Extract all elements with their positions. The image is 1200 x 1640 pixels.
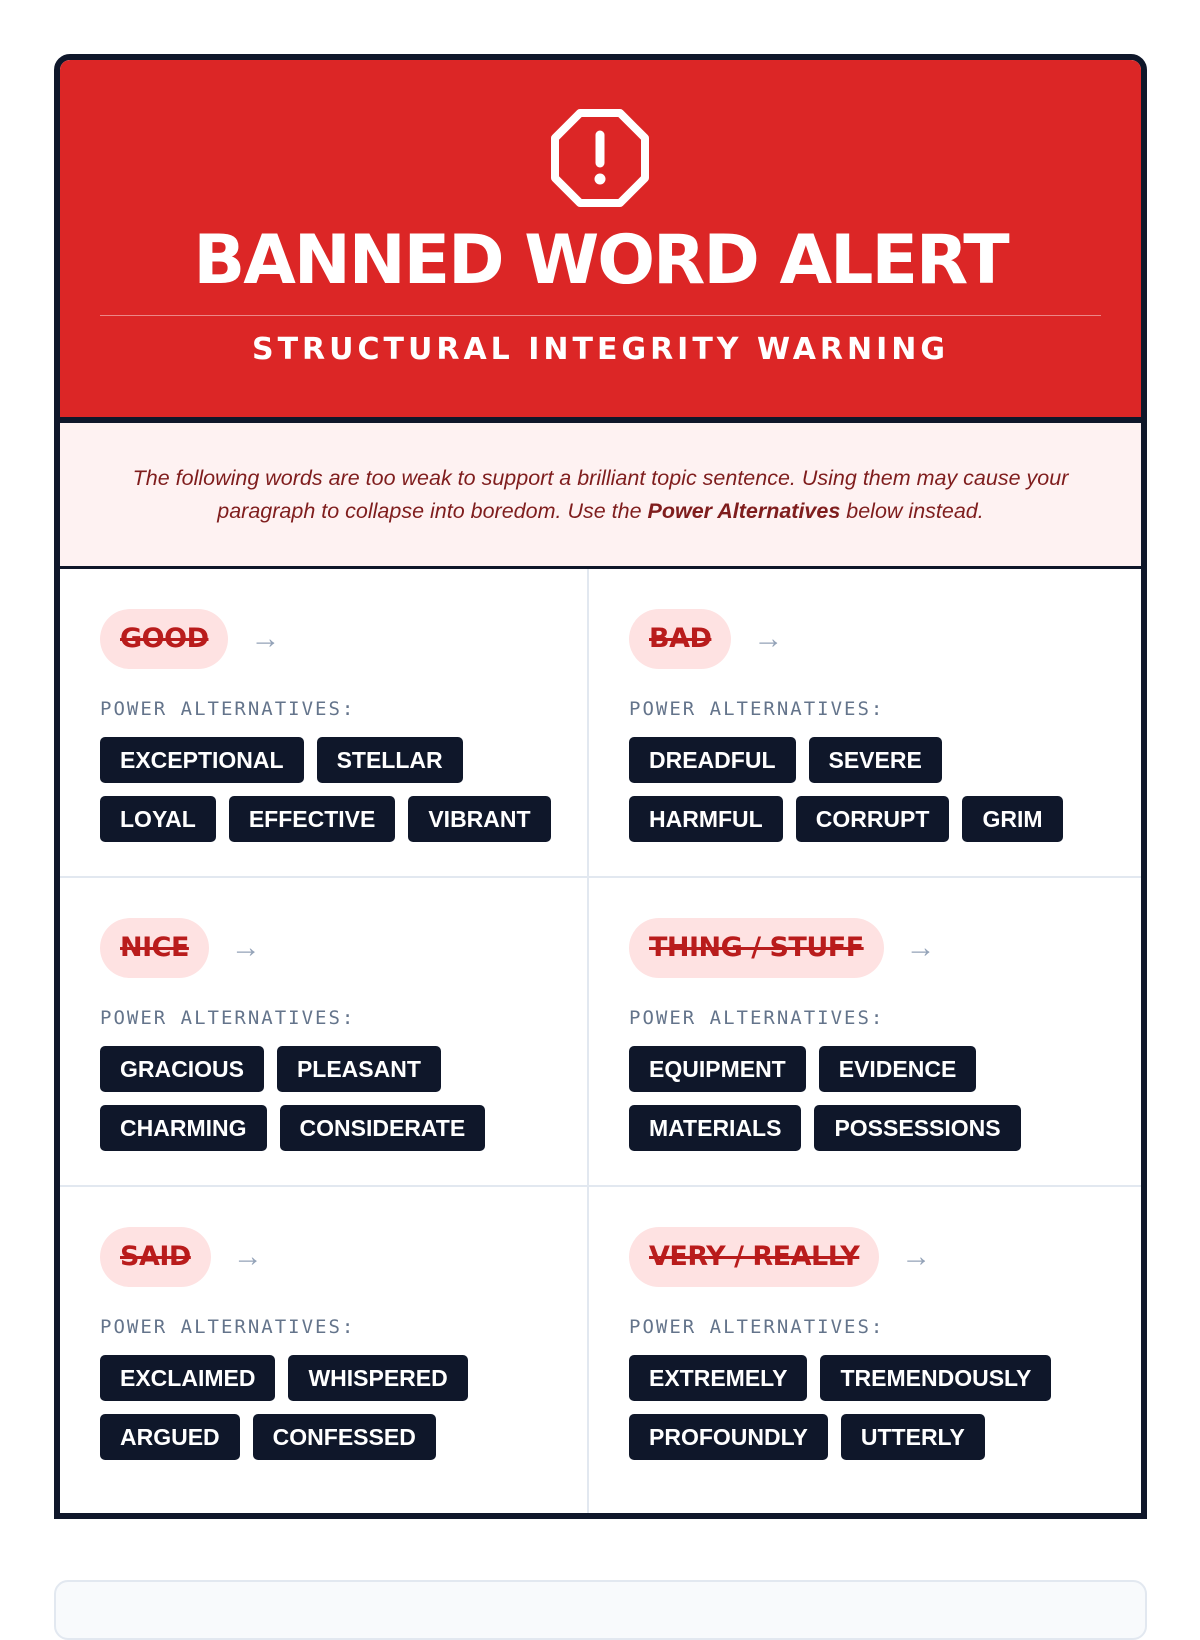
- banned-word-badge: NICE: [100, 918, 209, 978]
- arrow-right-icon: →: [901, 1240, 932, 1273]
- alternatives-list: [100, 1046, 570, 1151]
- alternative-chip: PROFOUNDLY: [629, 1414, 828, 1460]
- alternative-chip: EXTREMELY: [629, 1355, 807, 1401]
- octagon-alert-icon: [550, 108, 650, 208]
- alternative-chip: LOYAL: [100, 796, 216, 842]
- alternative-chip: MATERIALS: [629, 1105, 801, 1151]
- alternatives-list: [100, 737, 570, 842]
- alternative-chip: CORRUPT: [796, 796, 950, 842]
- page-title: BANNED WORD ALERT: [193, 221, 1008, 300]
- alternatives-list: [629, 1355, 1099, 1460]
- intro-text-before: The following words are too weak to support a brilliant topic sentence. Using them may cause your paragraph to collapse into boredom. Use the: [132, 465, 1069, 523]
- alternative-chip: VIBRANT: [408, 796, 550, 842]
- arrow-right-icon: →: [250, 622, 281, 655]
- banned-word-row: [629, 609, 1141, 669]
- alternative-chip: ARGUED: [100, 1414, 240, 1460]
- alternative-chip: DREADFUL: [629, 737, 796, 783]
- word-card: [589, 1187, 1141, 1513]
- alternative-chip: EXCLAIMED: [100, 1355, 275, 1401]
- intro-text-after: below instead.: [840, 498, 984, 523]
- arrow-right-icon: →: [905, 931, 936, 964]
- alternatives-list: [629, 737, 1099, 842]
- intro-emphasis: Power Alternatives: [647, 498, 841, 523]
- alternative-chip: PLEASANT: [277, 1046, 441, 1092]
- alternative-chip: SEVERE: [809, 737, 942, 783]
- alternative-chip: POSSESSIONS: [814, 1105, 1020, 1151]
- intro-text: [100, 462, 1101, 528]
- arrow-right-icon: →: [232, 1240, 263, 1273]
- banned-word-badge: SAID: [100, 1227, 211, 1287]
- word-card: [589, 878, 1141, 1187]
- intro-message: [60, 423, 1141, 569]
- alternative-chip: CONSIDERATE: [280, 1105, 486, 1151]
- banned-word-row: [629, 1227, 1141, 1287]
- banned-word-row: [629, 918, 1141, 978]
- alternative-chip: CONFESSED: [253, 1414, 436, 1460]
- banned-word-badge: VERY / REALLY: [629, 1227, 879, 1287]
- word-card: [60, 1187, 589, 1513]
- alternative-chip: CHARMING: [100, 1105, 267, 1151]
- banned-word-row: [100, 1227, 587, 1287]
- alternatives-label: POWER ALTERNATIVES:: [100, 1316, 356, 1338]
- banned-word-poster: [54, 54, 1147, 1519]
- alternative-chip: UTTERLY: [841, 1414, 985, 1460]
- word-card: [60, 569, 589, 878]
- alternative-chip: GRACIOUS: [100, 1046, 264, 1092]
- footer-panel: [54, 1580, 1147, 1640]
- alternatives-label: POWER ALTERNATIVES:: [629, 1007, 885, 1029]
- alternative-chip: WHISPERED: [288, 1355, 467, 1401]
- banned-word-badge: GOOD: [100, 609, 228, 669]
- alternative-chip: STELLAR: [317, 737, 463, 783]
- alternative-chip: HARMFUL: [629, 796, 783, 842]
- alternative-chip: EFFECTIVE: [229, 796, 396, 842]
- alternatives-list: [629, 1046, 1099, 1151]
- arrow-right-icon: →: [753, 622, 784, 655]
- arrow-right-icon: →: [230, 931, 261, 964]
- alternative-chip: GRIM: [962, 796, 1062, 842]
- page-subtitle: STRUCTURAL INTEGRITY WARNING: [251, 332, 950, 367]
- alternative-chip: EQUIPMENT: [629, 1046, 806, 1092]
- alternatives-label: POWER ALTERNATIVES:: [100, 698, 356, 720]
- alternatives-label: POWER ALTERNATIVES:: [629, 698, 885, 720]
- banned-word-row: [100, 918, 587, 978]
- alternatives-label: POWER ALTERNATIVES:: [629, 1316, 885, 1338]
- banned-word-row: [100, 609, 587, 669]
- alternatives-label: POWER ALTERNATIVES:: [100, 1007, 356, 1029]
- banned-word-badge: THING / STUFF: [629, 918, 884, 978]
- alternative-chip: TREMENDOUSLY: [820, 1355, 1051, 1401]
- word-card: [589, 569, 1141, 878]
- alternatives-list: [100, 1355, 570, 1460]
- header-divider: [100, 315, 1101, 316]
- alert-header: [60, 60, 1141, 423]
- alternative-chip: EVIDENCE: [819, 1046, 977, 1092]
- word-card: [60, 878, 589, 1187]
- word-grid: [60, 569, 1141, 1513]
- alternative-chip: EXCEPTIONAL: [100, 737, 304, 783]
- banned-word-badge: BAD: [629, 609, 731, 669]
